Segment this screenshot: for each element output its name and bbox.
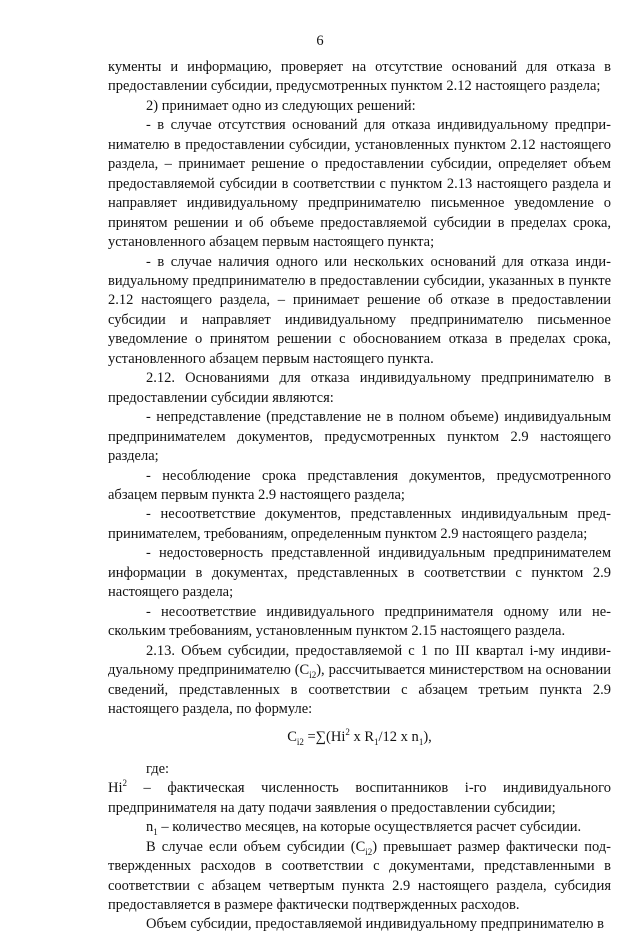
paragraph: - недостоверность представленной индивидуальным предпринимателем информации в документах, представленных в соответствии с пунктом 2.9 настоящего раздела; — [108, 545, 611, 601]
subscript: i2 — [365, 846, 373, 857]
paragraph: - в случае отсутствия оснований для отказа индивидуальному предпринимателю в предоставлении субсидии, установленных пунктом 2.12 настоящего раздела, – принимает решение о предоставлении субсидии, определяет объем предоставляемой субсидии в соответствии с пунктом 2.13 настоящего раздела и направляет индивидуальному предпринимателю письменное уведомление о принятом решении и об объеме предоставляемой субсидии в пределах срока, установленного абзацем первым настоящего пункта; — [108, 117, 611, 251]
paragraph: - несоблюдение срока представления документов, предусмотренного абзацем первым пункта 2.9 настоящего раздела; — [108, 467, 611, 503]
formula-text: /12 x n — [378, 729, 419, 746]
formula-text: ), — [423, 729, 432, 746]
definition — [108, 818, 611, 837]
paragraph-text: 2.13. Объем субсидии, предоставляемой с 1 по III квартал i-му индивидуальному предпринимателю (C — [108, 642, 611, 679]
superscript: 2 — [122, 778, 127, 789]
paragraph: - в случае наличия одного или нескольких оснований для отказа индивидуальному предпринимателю в предоставлении субсидии, указанных в пункте 2.12 настоящего раздела, – принимает решение об отказе в предоставлении субсидии и направляет индивидуальному предпринимателю письменное уведомление о принятом решении с обоснованием отказа в пределах срока, установленного абзацем первым настоящего пункта. — [108, 253, 611, 367]
paragraph: 2) принимает одно из следующих решений: — [146, 97, 416, 114]
subscript: i2 — [296, 737, 304, 748]
subscript: 1 — [374, 737, 379, 748]
where-label: где: — [146, 760, 170, 777]
paragraph-text: ), рассчитывается министерством на основании сведений, представленных в соответствии с абзацем третьим пункта 2.9 настоящего раздела, по формуле: — [108, 662, 611, 717]
subscript: 1 — [418, 737, 424, 748]
formula-text: x R — [349, 729, 375, 746]
formula-text: =∑(Hi — [303, 729, 346, 746]
paragraph: - непредставление (представление не в полном объеме) индивидуальным предпринимателем документов, предусмотренных пунктом 2.9 настоящего раздела; — [108, 409, 611, 465]
formula-symbol: C — [287, 729, 297, 746]
formula — [108, 728, 611, 747]
superscript: 2 — [345, 727, 350, 738]
paragraph — [108, 642, 611, 720]
paragraph: кументы и информацию, проверяет на отсутствие оснований для отказа в предоставлении субсидии, предусмотренных пунктом 2.12 настоящего раздела; — [108, 59, 611, 95]
subscript: i2 — [309, 669, 317, 680]
paragraph: 2.12. Основаниями для отказа индивидуальному предпринимателю в предоставлении субсидии являются: — [108, 370, 611, 406]
paragraph — [108, 838, 611, 916]
page-number: 6 — [316, 33, 324, 49]
paragraph: - несоответствие документов, представленных индивидуальным предпринимателем, требованиям, определенным пунктом 2.9 настоящего раздела; — [108, 506, 611, 542]
subscript: 1 — [153, 827, 158, 838]
paragraph-text: ) превышает размер фактически подтвержденных расходов в соответствии с документами, представленными в соответствии с абзацем четвертым пункта 2.9 настоящего раздела, субсидия предоставляется в размере фактически подтвержденных расходов. — [108, 838, 612, 914]
document-body — [108, 58, 611, 935]
definition-term: Hi — [108, 780, 123, 797]
definition-term: n — [146, 819, 154, 836]
paragraph: - несоответствие индивидуального предпринимателя одному или нескольким требованиям, установленным пунктом 2.15 настоящего раздела. — [108, 603, 611, 640]
definition-text: – количество месяцев, на которые осуществляется расчет субсидии. — [157, 819, 582, 836]
definition — [108, 779, 611, 818]
definition-text: – фактическая численность воспитанников i-го индивидуального предпринимателя на дату подачи заявления о предоставлении субсидии; — [108, 780, 611, 816]
paragraph-text: В случае если объем субсидии (C — [146, 838, 366, 855]
paragraph: Объем субсидии, предоставляемой индивидуальному предпринимателю в — [146, 916, 604, 933]
